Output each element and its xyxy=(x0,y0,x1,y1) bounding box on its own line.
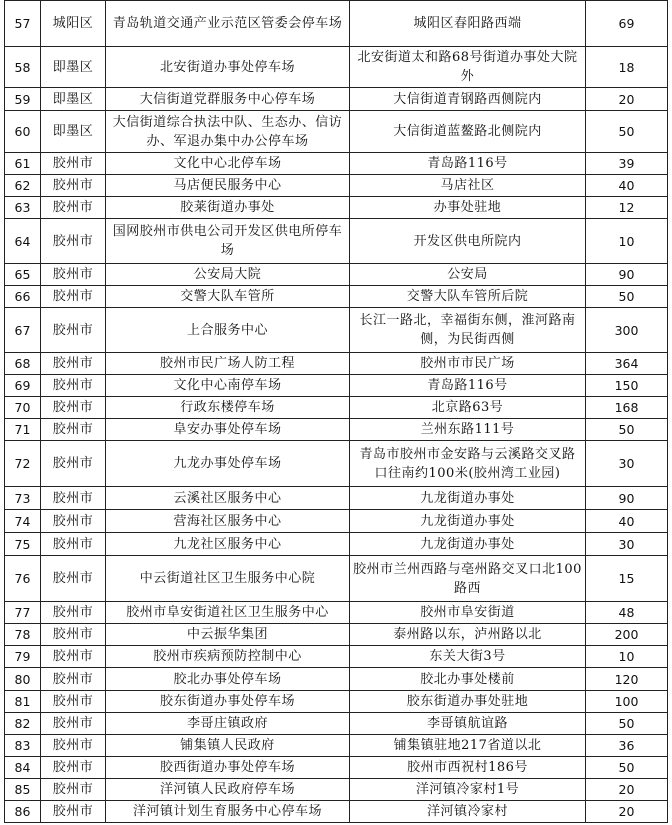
table-row xyxy=(5,419,668,441)
parking-spaces-cell: 50 xyxy=(586,757,668,779)
parking-spaces-cell: 150 xyxy=(586,375,668,397)
row-number-cell: 57 xyxy=(5,1,41,47)
parking-name-cell: 行政东楼停车场 xyxy=(106,397,350,419)
parking-name-cell: 阜安办事处停车场 xyxy=(106,419,350,441)
row-number-cell: 86 xyxy=(5,801,41,823)
table-row xyxy=(5,691,668,713)
parking-name-cell: 洋河镇人民政府停车场 xyxy=(106,779,350,801)
parking-name-cell: 上合服务中心 xyxy=(106,308,350,353)
row-number-cell: 67 xyxy=(5,308,41,353)
parking-spaces-cell: 30 xyxy=(586,533,668,556)
parking-name-cell: 中云街道社区卫生服务中心院 xyxy=(106,556,350,602)
address-cell: 开发区供电所院内 xyxy=(350,219,586,264)
parking-spaces-cell: 100 xyxy=(586,691,668,713)
district-cell: 即墨区 xyxy=(41,111,106,153)
table-row xyxy=(5,668,668,691)
table-row xyxy=(5,308,668,353)
row-number-cell: 74 xyxy=(5,510,41,533)
row-number-cell: 84 xyxy=(5,757,41,779)
parking-spaces-cell: 300 xyxy=(586,308,668,353)
parking-spaces-cell: 90 xyxy=(586,264,668,286)
address-cell: 泰州路以东，泸州路以北 xyxy=(350,624,586,646)
row-number-cell: 58 xyxy=(5,47,41,88)
parking-spaces-cell: 50 xyxy=(586,419,668,441)
parking-name-cell: 胶北办事处停车场 xyxy=(106,668,350,691)
parking-name-cell: 马店便民服务中心 xyxy=(106,175,350,197)
district-cell: 胶州市 xyxy=(41,153,106,175)
address-cell: 胶州市兰州西路与亳州路交叉口北100路西 xyxy=(350,556,586,602)
district-cell: 即墨区 xyxy=(41,88,106,111)
district-cell: 胶州市 xyxy=(41,779,106,801)
address-cell: 胶州市市民广场 xyxy=(350,353,586,375)
row-number-cell: 68 xyxy=(5,353,41,375)
row-number-cell: 61 xyxy=(5,153,41,175)
district-cell: 胶州市 xyxy=(41,308,106,353)
address-cell: 大信街道蓝鳌路北侧院内 xyxy=(350,111,586,153)
address-cell: 北京路63号 xyxy=(350,397,586,419)
parking-name-cell: 交警大队车管所 xyxy=(106,286,350,308)
row-number-cell: 64 xyxy=(5,219,41,264)
address-cell: 长江一路北，幸福街东侧，淮河路南侧，为民街西侧 xyxy=(350,308,586,353)
row-number-cell: 81 xyxy=(5,691,41,713)
address-cell: 青岛路116号 xyxy=(350,375,586,397)
table-row xyxy=(5,713,668,735)
district-cell: 胶州市 xyxy=(41,487,106,510)
table-row xyxy=(5,510,668,533)
parking-name-cell: 九龙办事处停车场 xyxy=(106,441,350,487)
district-cell: 胶州市 xyxy=(41,757,106,779)
address-cell: 李哥镇航谊路 xyxy=(350,713,586,735)
parking-spaces-cell: 120 xyxy=(586,668,668,691)
parking-name-cell: 北安街道办事处停车场 xyxy=(106,47,350,88)
table-body xyxy=(5,1,668,823)
address-cell: 办事处驻地 xyxy=(350,197,586,219)
parking-name-cell: 胶东街道办事处停车场 xyxy=(106,691,350,713)
district-cell: 城阳区 xyxy=(41,1,106,47)
table-row xyxy=(5,556,668,602)
table-row xyxy=(5,264,668,286)
district-cell: 胶州市 xyxy=(41,175,106,197)
district-cell: 胶州市 xyxy=(41,691,106,713)
table-row xyxy=(5,487,668,510)
parking-name-cell: 胶州市阜安街道社区卫生服务中心 xyxy=(106,602,350,624)
district-cell: 胶州市 xyxy=(41,219,106,264)
parking-name-cell: 九龙社区服务中心 xyxy=(106,533,350,556)
row-number-cell: 65 xyxy=(5,264,41,286)
table-row xyxy=(5,88,668,111)
parking-spaces-cell: 10 xyxy=(586,646,668,668)
parking-spaces-cell: 200 xyxy=(586,624,668,646)
table-row xyxy=(5,397,668,419)
parking-name-cell: 胶西街道办事处停车场 xyxy=(106,757,350,779)
row-number-cell: 85 xyxy=(5,779,41,801)
parking-name-cell: 云溪社区服务中心 xyxy=(106,487,350,510)
table-row xyxy=(5,646,668,668)
parking-spaces-cell: 20 xyxy=(586,88,668,111)
address-cell: 九龙街道办事处 xyxy=(350,533,586,556)
table-row xyxy=(5,197,668,219)
district-cell: 胶州市 xyxy=(41,533,106,556)
parking-spaces-cell: 50 xyxy=(586,111,668,153)
address-cell: 大信街道青钢路西侧院内 xyxy=(350,88,586,111)
parking-name-cell: 铺集镇人民政府 xyxy=(106,735,350,757)
parking-spaces-cell: 40 xyxy=(586,510,668,533)
parking-name-cell: 李哥庄镇政府 xyxy=(106,713,350,735)
district-cell: 胶州市 xyxy=(41,602,106,624)
parking-spaces-cell: 12 xyxy=(586,197,668,219)
district-cell: 胶州市 xyxy=(41,286,106,308)
table-row xyxy=(5,153,668,175)
parking-name-cell: 青岛轨道交通产业示范区管委会停车场 xyxy=(106,1,350,47)
table-row xyxy=(5,353,668,375)
row-number-cell: 70 xyxy=(5,397,41,419)
parking-name-cell: 胶莱街道办事处 xyxy=(106,197,350,219)
parking-spaces-cell: 30 xyxy=(586,441,668,487)
row-number-cell: 79 xyxy=(5,646,41,668)
table-row xyxy=(5,375,668,397)
row-number-cell: 69 xyxy=(5,375,41,397)
table-row xyxy=(5,441,668,487)
parking-name-cell: 胶州市疾病预防控制中心 xyxy=(106,646,350,668)
parking-spaces-cell: 36 xyxy=(586,735,668,757)
district-cell: 胶州市 xyxy=(41,419,106,441)
parking-spaces-cell: 10 xyxy=(586,219,668,264)
parking-spaces-cell: 50 xyxy=(586,286,668,308)
address-cell: 洋河镇冷家村 xyxy=(350,801,586,823)
row-number-cell: 80 xyxy=(5,668,41,691)
district-cell: 胶州市 xyxy=(41,197,106,219)
row-number-cell: 72 xyxy=(5,441,41,487)
parking-name-cell: 大信街道综合执法中队、生态办、信访办、军退办集中办公停车场 xyxy=(106,111,350,153)
address-cell: 胶州市西祝村186号 xyxy=(350,757,586,779)
district-cell: 胶州市 xyxy=(41,646,106,668)
district-cell: 胶州市 xyxy=(41,801,106,823)
district-cell: 胶州市 xyxy=(41,353,106,375)
address-cell: 青岛路116号 xyxy=(350,153,586,175)
parking-name-cell: 营海社区服务中心 xyxy=(106,510,350,533)
row-number-cell: 62 xyxy=(5,175,41,197)
address-cell: 胶东街道办事处驻地 xyxy=(350,691,586,713)
parking-spaces-cell: 20 xyxy=(586,801,668,823)
district-cell: 胶州市 xyxy=(41,556,106,602)
district-cell: 胶州市 xyxy=(41,375,106,397)
address-cell: 洋河镇冷家村1号 xyxy=(350,779,586,801)
table-row xyxy=(5,47,668,88)
parking-spaces-cell: 15 xyxy=(586,556,668,602)
parking-name-cell: 国网胶州市供电公司开发区供电所停车场 xyxy=(106,219,350,264)
table-row xyxy=(5,801,668,823)
row-number-cell: 59 xyxy=(5,88,41,111)
table-row xyxy=(5,602,668,624)
parking-spaces-cell: 39 xyxy=(586,153,668,175)
parking-name-cell: 文化中心南停车场 xyxy=(106,375,350,397)
parking-name-cell: 中云振华集团 xyxy=(106,624,350,646)
table-row xyxy=(5,779,668,801)
parking-spaces-cell: 48 xyxy=(586,602,668,624)
row-number-cell: 78 xyxy=(5,624,41,646)
table-row xyxy=(5,219,668,264)
address-cell: 九龙街道办事处 xyxy=(350,510,586,533)
row-number-cell: 83 xyxy=(5,735,41,757)
parking-spaces-cell: 20 xyxy=(586,779,668,801)
table-row xyxy=(5,286,668,308)
district-cell: 胶州市 xyxy=(41,510,106,533)
table-row xyxy=(5,1,668,47)
parking-name-cell: 大信街道党群服务中心停车场 xyxy=(106,88,350,111)
row-number-cell: 76 xyxy=(5,556,41,602)
row-number-cell: 63 xyxy=(5,197,41,219)
table-row xyxy=(5,111,668,153)
district-cell: 胶州市 xyxy=(41,397,106,419)
parking-spaces-cell: 69 xyxy=(586,1,668,47)
address-cell: 北安街道太和路68号街道办事处大院外 xyxy=(350,47,586,88)
table-row xyxy=(5,757,668,779)
address-cell: 公安局 xyxy=(350,264,586,286)
row-number-cell: 60 xyxy=(5,111,41,153)
address-cell: 东关大街3号 xyxy=(350,646,586,668)
address-cell: 马店社区 xyxy=(350,175,586,197)
table-row xyxy=(5,735,668,757)
address-cell: 交警大队车管所后院 xyxy=(350,286,586,308)
address-cell: 胶州市阜安街道 xyxy=(350,602,586,624)
parking-lot-table xyxy=(4,0,668,823)
address-cell: 铺集镇驻地217省道以北 xyxy=(350,735,586,757)
district-cell: 即墨区 xyxy=(41,47,106,88)
parking-name-cell: 胶州市民广场人防工程 xyxy=(106,353,350,375)
district-cell: 胶州市 xyxy=(41,735,106,757)
district-cell: 胶州市 xyxy=(41,668,106,691)
row-number-cell: 75 xyxy=(5,533,41,556)
address-cell: 兰州东路111号 xyxy=(350,419,586,441)
district-cell: 胶州市 xyxy=(41,441,106,487)
table-row xyxy=(5,624,668,646)
table-row xyxy=(5,533,668,556)
row-number-cell: 77 xyxy=(5,602,41,624)
address-cell: 青岛市胶州市金安路与云溪路交叉路口往南约100米(胶州湾工业园) xyxy=(350,441,586,487)
parking-spaces-cell: 90 xyxy=(586,487,668,510)
parking-name-cell: 文化中心北停车场 xyxy=(106,153,350,175)
row-number-cell: 66 xyxy=(5,286,41,308)
row-number-cell: 73 xyxy=(5,487,41,510)
district-cell: 胶州市 xyxy=(41,713,106,735)
parking-spaces-cell: 50 xyxy=(586,713,668,735)
district-cell: 胶州市 xyxy=(41,264,106,286)
parking-spaces-cell: 40 xyxy=(586,175,668,197)
address-cell: 九龙街道办事处 xyxy=(350,487,586,510)
parking-spaces-cell: 18 xyxy=(586,47,668,88)
row-number-cell: 71 xyxy=(5,419,41,441)
parking-spaces-cell: 364 xyxy=(586,353,668,375)
address-cell: 胶北办事处楼前 xyxy=(350,668,586,691)
table-row xyxy=(5,175,668,197)
parking-name-cell: 公安局大院 xyxy=(106,264,350,286)
address-cell: 城阳区春阳路西端 xyxy=(350,1,586,47)
parking-spaces-cell: 168 xyxy=(586,397,668,419)
row-number-cell: 82 xyxy=(5,713,41,735)
district-cell: 胶州市 xyxy=(41,624,106,646)
parking-name-cell: 洋河镇计划生育服务中心停车场 xyxy=(106,801,350,823)
